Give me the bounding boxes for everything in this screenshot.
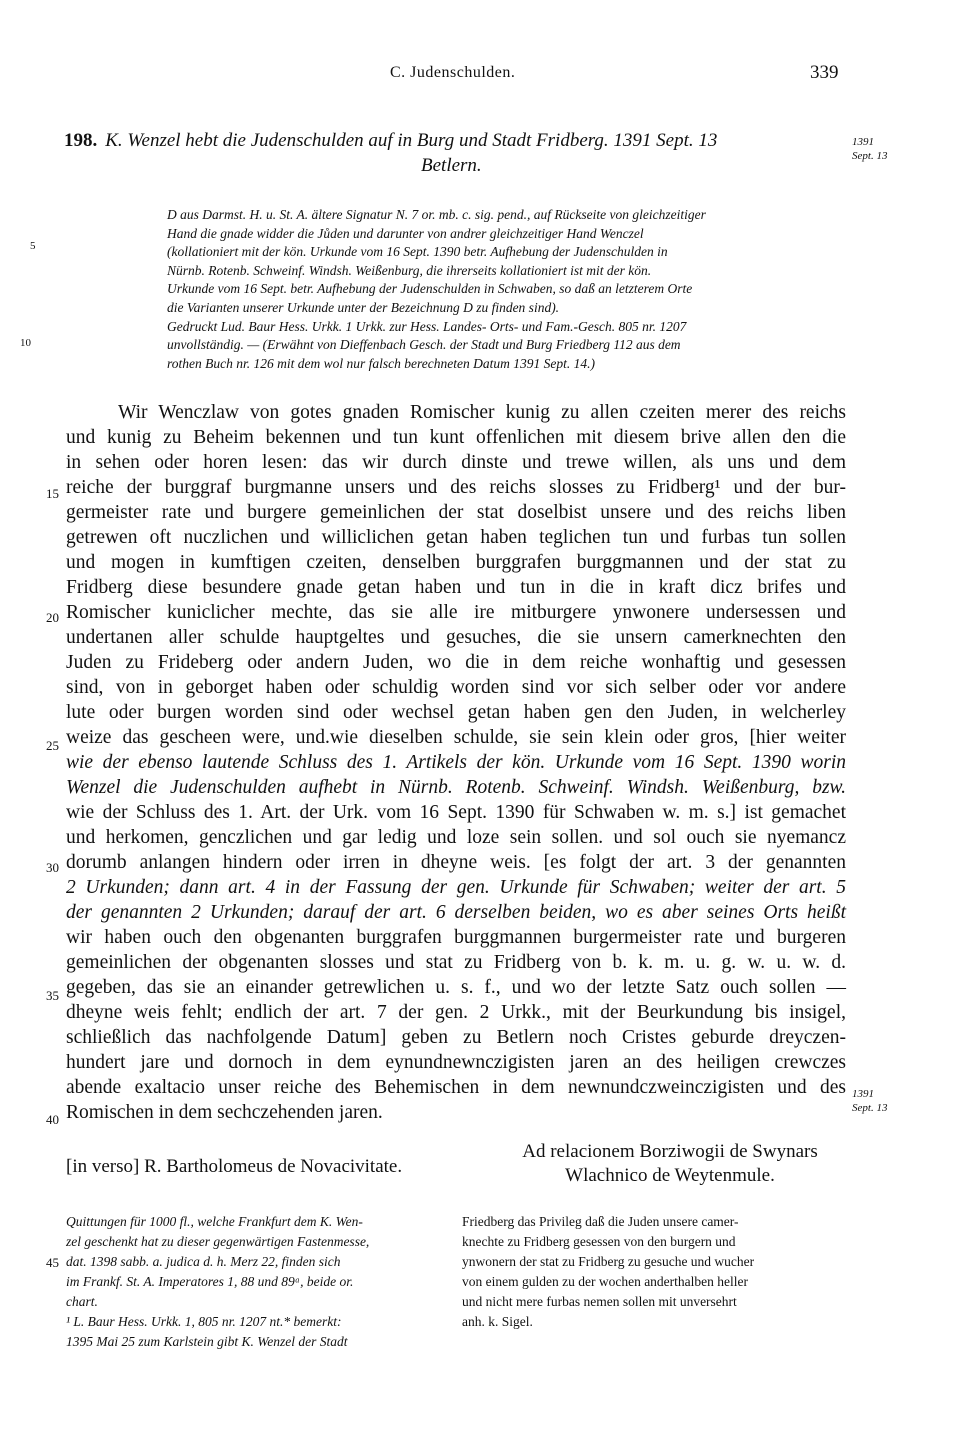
relacio-note <box>470 1140 870 1188</box>
apparatus-line: Hand die gnade widder die Jůden und darunter von andrer gleichzeitiger Hand Wenczel <box>167 225 644 241</box>
apparatus-line: unvollständig. — (Erwähnt von Dieffenbach Gesch. der Stadt und Burg Friedberg 112 aus dem <box>167 337 681 353</box>
apparatus-line: Gedruckt Lud. Baur Hess. Urkk. 1 Urkk. zur Hess. Landes- Orts- und Fam.-Gesch. 805 nr. 1207 <box>167 318 687 334</box>
margin-date-day: Sept. 13 <box>852 150 888 162</box>
margin-date-bottom <box>852 1087 887 1115</box>
footnote-line: im Frankf. St. A. Imperatores 1, 88 und 89ᵃ, beide or. <box>66 1274 354 1289</box>
text-line: wie der Schluss des 1. Art. der Urk. vom 16 Sept. 1390 für Schwaben w. m. s.] ist gemachet <box>66 802 846 823</box>
margin-date-year: 1391 <box>852 1088 874 1100</box>
text-line: lute oder burgen worden sind oder wechsel getan haben gen den Juden, in welcherley <box>66 702 846 723</box>
apparatus-line: Nürnb. Rotenb. Schweinf. Windsh. Weißenburg, die ihrerseits kollationiert ist mit der kön. <box>167 262 652 278</box>
page-number: 339 <box>810 62 839 83</box>
text-line: Wir Wenczlaw von gotes gnaden Romischer kunig zu allen czeiten merer des reichs <box>118 402 846 423</box>
text-line: gegeben, das sie an einander getrewlichen u. s. f., und wo der letzte Satz ouch sollen — <box>66 977 846 998</box>
apparatus-line: D aus Darmst. H. u. St. A. ältere Signatur N. 7 or. mb. c. sig. pend., auf Rückseite von gleichzeitiger <box>167 207 706 222</box>
footnote-line: dat. 1398 sabb. a. judica d. h. Merz 22, finden sich <box>66 1254 341 1269</box>
text-line-editorial: der genannten 2 Urkunden; darauf der art. 6 derselben beiden, wo es aber seines Orts heißt <box>66 902 846 923</box>
text-line: germeister rate und burgere gemeinlichen der stat doselbist unsere und des reichs liben <box>66 502 846 523</box>
text-line: hundert jare und dornoch in dem eynundnewnczigisten jaren an des heiligen crewczes <box>66 1052 846 1073</box>
line-number: 5 <box>30 240 36 252</box>
apparatus-line: die Varianten unserer Urkunde unter der Bezeichnung D zu finden sind). <box>167 299 560 315</box>
margin-date-top <box>852 135 887 163</box>
text-line: dorumb anlangen hindern oder irren in dheyne weis. [es folgt der art. 3 der genannten <box>66 852 846 873</box>
footnote-line: chart. <box>66 1294 98 1309</box>
margin-date-year: 1391 <box>852 136 874 148</box>
text-line: reiche der burggraf burgmanne unsers und des reichs slosses zu Fridberg¹ und der bur- <box>66 477 846 498</box>
apparatus-line: rothen Buch nr. 126 mit dem wol nur falsch berechneten Datum 1391 Sept. 14.) <box>167 355 595 371</box>
document-number: 198. <box>64 130 98 151</box>
running-head-title: C. Judenschulden. <box>390 64 516 81</box>
document-title: K. Wenzel hebt die Judenschulden auf in Burg und Stadt Fridberg. 1391 Sept. 13 <box>105 130 718 151</box>
footnote-column-left <box>66 1212 446 1352</box>
verso-endorsement: [in verso] R. Bartholomeus de Novacivitate. <box>66 1156 403 1177</box>
text-line: wir haben ouch den obgenanten burggrafen burggmannen burgermeister rate und burgeren <box>66 927 846 948</box>
footnote-line: ynwonern der stat zu Fridberg zu gesuche und wucher <box>462 1254 755 1269</box>
line-number: 40 <box>46 1112 59 1127</box>
relacio-line: Wlachnico de Weytenmule. <box>565 1165 775 1186</box>
line-number: 15 <box>46 486 59 501</box>
text-line: und mogen in kumftigen czeiten, denselben burggrafen burggmannen und der stat zu <box>66 552 846 573</box>
text-line: und herkomen, genczlichen und gar ledig und loze sein sollen. und sol ouch sie nyemancz <box>66 827 846 848</box>
text-line: schließlich das nachfolgende Datum] geben zu Betlern noch Cristes geburde dreyczen- <box>66 1027 846 1048</box>
apparatus-line: Urkunde vom 16 Sept. betr. Aufhebung der Judenschulden in Schwaben, so daß an letzterem Orte <box>167 281 693 297</box>
line-number: 20 <box>46 610 59 625</box>
text-line: Romischer kuniclicher mechte, das sie alle ire mitburgere ynwonere undersessen und <box>66 602 846 623</box>
footnote-column-right <box>462 1212 852 1332</box>
text-line: weize das gescheen were, und.wie dieselben schulde, sie sein klein oder gros, [hier weiter <box>66 727 846 748</box>
footnote-line: zel geschenkt hat zu dieser gegenwärtigen Fastenmesse, <box>66 1234 370 1249</box>
text-line-editorial: 2 Urkunden; dann art. 4 in der Fassung der gen. Urkunde für Schwaben; weiter der art. 5 <box>66 877 846 898</box>
line-number: 10 <box>20 337 31 349</box>
document-heading <box>64 128 824 176</box>
charter-text <box>66 400 846 1125</box>
relacio-line: Ad relacionem Borziwogii de Swynars <box>522 1141 818 1162</box>
footnote-line: Quittungen für 1000 fl., welche Frankfurt dem K. Wen- <box>66 1214 363 1229</box>
text-line: und kunig zu Beheim bekennen und tun kunt offenlichen mit diesem brive allen den die <box>66 427 846 448</box>
text-line: getrewen oft nuczlichen und williclichen getan haben teglichen tun und furbas tun sollen <box>66 527 846 548</box>
margin-date-day: Sept. 13 <box>852 1102 888 1114</box>
text-line: Fridberg diese besundere gnade getan haben und tun in die in kraft dicz brifes und <box>66 577 846 598</box>
footnote-line: 1395 Mai 25 zum Karlstein gibt K. Wenzel der Stadt <box>66 1334 348 1349</box>
text-line: Juden zu Frideberg oder andern Juden, wo die in dem reiche wonhaftig und gesessen <box>66 652 846 673</box>
critical-apparatus <box>167 206 847 373</box>
text-line: sind, von in geborget haben oder schuldig worden sind vor sich selber oder vor andere <box>66 677 846 698</box>
text-line: abende exaltacio unser reiche des Behemischen in dem newnundczweinczigisten und des <box>66 1077 846 1098</box>
footnote-line: von einem gulden zu der wochen anderthalben heller <box>462 1274 749 1289</box>
line-number: 35 <box>46 988 59 1003</box>
document-title-place: Betlern. <box>421 155 482 176</box>
apparatus-line: (kollationiert mit der kön. Urkunde vom 16 Sept. 1390 betr. Aufhebung der Judenschulden in <box>167 244 668 260</box>
line-number: 25 <box>46 738 59 753</box>
text-line: undertanen aller schulde hauptgeltes und gesuches, die sie unsern camerknechten den <box>66 627 846 648</box>
running-head <box>0 64 960 88</box>
footnote-line: Friedberg das Privileg daß die Juden unsere camer- <box>462 1214 739 1229</box>
text-line-editorial: Wenzel die Judenschulden aufhebt in Nürnb. Rotenb. Schweinf. Windsh. Weißenburg, bzw. <box>66 777 846 798</box>
footnote-line: ¹ L. Baur Hess. Urkk. 1, 805 nr. 1207 nt.* bemerkt: <box>66 1314 342 1329</box>
text-line: Romischen in dem sechczehenden jaren. <box>66 1102 383 1123</box>
line-number: 30 <box>46 860 59 875</box>
text-line: gemeinlichen der obgenanten slosses und stat zu Fridberg von b. k. m. u. g. w. u. w. d. <box>66 952 846 973</box>
footnote-line: knechte zu Fridberg gesessen von den burgern und <box>462 1234 736 1249</box>
line-number: 45 <box>46 1255 59 1270</box>
footnote-line: anh. k. Sigel. <box>462 1314 533 1329</box>
text-line: in sehen oder horen lesen: das wir durch dinste und trewe willen, als uns und dem <box>66 452 846 473</box>
footnote-line: und nicht mere furbas nemen sollen mit unversehrt <box>462 1294 737 1309</box>
text-line-editorial: wie der ebenso lautende Schluss des 1. Artikels der kön. Urkunde vom 16 Sept. 1390 worin <box>66 752 846 773</box>
text-line: dheyne weis fehlt; endlich der art. 7 der gen. 2 Urkk., mit der Beurkundung bis insigel, <box>66 1002 846 1023</box>
